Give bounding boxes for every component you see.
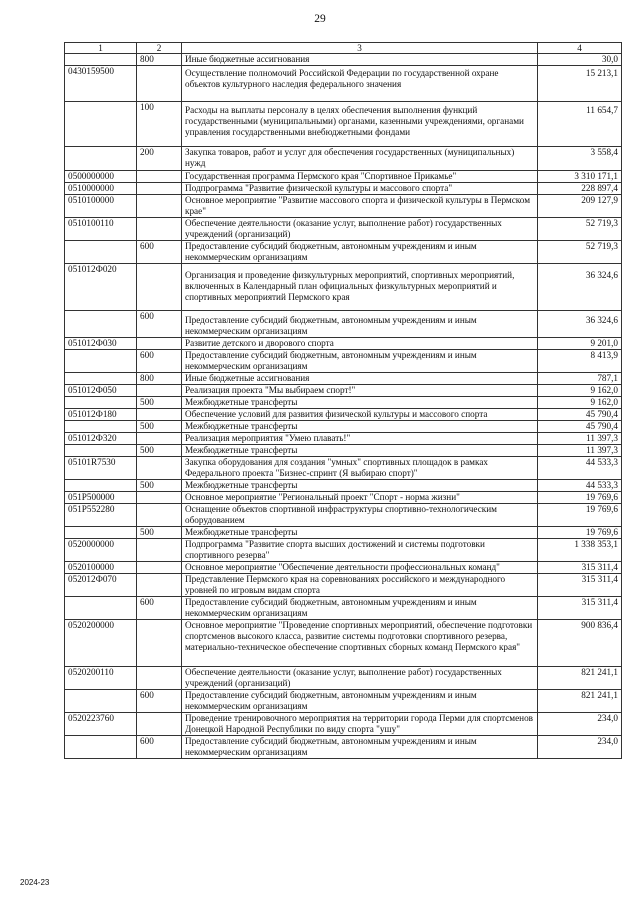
item-name-text: Предоставление субсидий бюджетным, автономным учреждениям и иным некоммерческим организациям (185, 241, 477, 262)
amount-text: 9 201,0 (590, 338, 618, 348)
amount-cell (538, 620, 622, 667)
expense-type-text: 500 (140, 421, 154, 431)
budget-code-cell (65, 171, 137, 183)
item-name-cell (182, 102, 538, 147)
item-name-cell (182, 620, 538, 667)
table-row (65, 338, 622, 350)
amount-cell (538, 539, 622, 562)
amount-text: 36 324,6 (585, 270, 618, 280)
item-name-cell (182, 171, 538, 183)
amount-cell (538, 527, 622, 539)
amount-cell (538, 562, 622, 574)
budget-code-text: 051012Ф180 (68, 409, 117, 419)
item-name-text: Основное мероприятие "Региональный проект "Спорт - норма жизни" (185, 492, 460, 502)
table-row (65, 457, 622, 480)
table-row (65, 311, 622, 338)
amount-text: 315 311,4 (581, 597, 618, 607)
expense-type-text: 500 (140, 527, 154, 537)
item-name-cell (182, 218, 538, 241)
item-name-cell (182, 338, 538, 350)
table-row (65, 218, 622, 241)
amount-text: 8 413,9 (590, 350, 618, 360)
amount-cell (538, 409, 622, 421)
budget-code-text: 0430159500 (68, 66, 114, 76)
document-code: 2024-23 (20, 878, 50, 887)
budget-code-text: 0510100000 (68, 195, 114, 205)
expense-type-cell (137, 421, 182, 433)
table-row (65, 54, 622, 66)
table-row (65, 527, 622, 539)
expense-type-text: 500 (140, 480, 154, 490)
budget-code-cell (65, 102, 137, 147)
amount-cell (538, 195, 622, 218)
amount-text: 44 533,3 (585, 457, 618, 467)
item-name-text: Подпрограмма "Развитие физической культуры и массового спорта" (185, 183, 453, 193)
expense-type-cell (137, 102, 182, 147)
item-name-text: Межбюджетные трансферты (185, 421, 298, 431)
amount-cell (538, 241, 622, 264)
amount-text: 3 310 171,1 (574, 171, 618, 181)
amount-cell (538, 480, 622, 492)
item-name-text: Предоставление субсидий бюджетным, автономным учреждениям и иным некоммерческим организациям (185, 350, 477, 371)
budget-code-text: 0520223760 (68, 713, 114, 723)
item-name-text: Закупка товаров, работ и услуг для обеспечения государственных (муниципальных) нужд (185, 147, 515, 168)
budget-table (64, 42, 622, 759)
table-row (65, 66, 622, 102)
budget-code-text: 051P500000 (68, 492, 115, 502)
budget-code-text: 051P552280 (68, 504, 115, 514)
expense-type-cell (137, 409, 182, 421)
item-name-text: Осуществление полномочий Российской Федерации по государственной охране объектов культурного наследия федерального значения (185, 68, 499, 89)
budget-code-text: 051012Ф050 (68, 385, 117, 395)
budget-code-cell (65, 713, 137, 736)
amount-cell (538, 218, 622, 241)
table-row (65, 385, 622, 397)
item-name-text: Закупка оборудования для создания "умных" спортивных площадок в рамках Федерального проекта "Бизнес-спринт (Я выбираю спорт)" (185, 457, 488, 478)
expense-type-text: 800 (140, 54, 154, 64)
amount-text: 900 836,4 (581, 620, 618, 630)
item-name-text: Основное мероприятие "Проведение спортивных мероприятий, обеспечение подготовки спортсменов высокого класса, развитие системы подготовки спортивного резерва, материально-техническое обеспечение спортивных сборных команд Пермского края" (185, 620, 533, 652)
amount-text: 787,1 (597, 373, 618, 383)
budget-code-text: 05101R7530 (68, 457, 116, 467)
budget-code-cell (65, 54, 137, 66)
amount-text: 36 324,6 (585, 315, 618, 325)
table-row (65, 264, 622, 311)
item-name-text: Межбюджетные трансферты (185, 445, 298, 455)
item-name-text: Подпрограмма "Развитие спорта высших достижений и системы подготовки спортивного резерва" (185, 539, 485, 560)
budget-code-text: 0520200000 (68, 620, 114, 630)
amount-cell (538, 311, 622, 338)
expense-type-cell (137, 480, 182, 492)
amount-text: 19 769,6 (585, 504, 618, 514)
budget-code-cell (65, 195, 137, 218)
expense-type-text: 600 (140, 690, 154, 700)
table-row (65, 620, 622, 667)
budget-code-text: 0510100110 (68, 218, 114, 228)
expense-type-cell (137, 171, 182, 183)
item-name-text: Обеспечение деятельности (оказание услуг, выполнение работ) государственных учреждений (организаций) (185, 218, 502, 239)
amount-text: 3 558,4 (590, 147, 618, 157)
item-name-cell (182, 397, 538, 409)
budget-code-cell (65, 667, 137, 690)
table-row (65, 667, 622, 690)
amount-cell (538, 54, 622, 66)
budget-code-cell (65, 183, 137, 195)
expense-type-text: 100 (140, 102, 154, 112)
item-name-text: Оснащение объектов спортивной инфраструктуры спортивно-технологическим оборудованием (185, 504, 497, 525)
amount-text: 234,0 (597, 736, 618, 746)
budget-code-cell (65, 397, 137, 409)
expense-type-cell (137, 445, 182, 457)
expense-type-cell (137, 350, 182, 373)
table-row (65, 183, 622, 195)
item-name-cell (182, 457, 538, 480)
amount-text: 1 338 353,1 (574, 539, 618, 549)
budget-code-cell (65, 218, 137, 241)
expense-type-cell (137, 338, 182, 350)
amount-text: 315 311,4 (581, 574, 618, 584)
budget-code-text: 0520000000 (68, 539, 114, 549)
budget-code-cell (65, 385, 137, 397)
amount-cell (538, 338, 622, 350)
item-name-text: Межбюджетные трансферты (185, 480, 298, 490)
amount-text: 234,0 (597, 713, 618, 723)
amount-cell (538, 350, 622, 373)
column-header-2: 2 (137, 43, 182, 54)
budget-code-text: 0510000000 (68, 183, 114, 193)
budget-code-cell (65, 492, 137, 504)
item-name-text: Проведение тренировочного мероприятия на территории города Перми для спортсменов Донецкой Народной Республики по виду спорта "ушу" (185, 713, 534, 734)
expense-type-text: 600 (140, 597, 154, 607)
amount-text: 9 162,0 (590, 397, 618, 407)
table-row (65, 492, 622, 504)
budget-code-cell (65, 409, 137, 421)
expense-type-cell (137, 574, 182, 597)
table-row (65, 539, 622, 562)
table-row (65, 713, 622, 736)
budget-code-cell (65, 620, 137, 667)
expense-type-cell (137, 311, 182, 338)
amount-text: 19 769,6 (585, 527, 618, 537)
expense-type-cell (137, 195, 182, 218)
budget-code-cell (65, 421, 137, 433)
budget-code-cell (65, 373, 137, 385)
item-name-cell (182, 574, 538, 597)
expense-type-cell (137, 54, 182, 66)
budget-code-cell (65, 338, 137, 350)
item-name-text: Реализация проекта "Мы выбираем спорт!" (185, 385, 356, 395)
item-name-text: Представление Пермского края на соревнованиях российского и международного уровней по игровым видам спорта (185, 574, 506, 595)
item-name-cell (182, 373, 538, 385)
amount-cell (538, 713, 622, 736)
item-name-cell (182, 409, 538, 421)
budget-code-cell (65, 527, 137, 539)
budget-code-cell (65, 457, 137, 480)
budget-code-cell (65, 433, 137, 445)
expense-type-text: 600 (140, 736, 154, 746)
expense-type-cell (137, 433, 182, 445)
expense-type-cell (137, 183, 182, 195)
item-name-cell (182, 492, 538, 504)
table-header-row (65, 43, 622, 54)
expense-type-text: 600 (140, 350, 154, 360)
amount-cell (538, 147, 622, 171)
amount-text: 821 241,1 (581, 690, 618, 700)
item-name-text: Иные бюджетные ассигнования (185, 54, 310, 64)
amount-text: 52 719,3 (585, 218, 618, 228)
item-name-text: Предоставление субсидий бюджетным, автономным учреждениям и иным некоммерческим организациям (185, 597, 477, 618)
amount-cell (538, 183, 622, 195)
budget-code-cell (65, 311, 137, 338)
item-name-text: Межбюджетные трансферты (185, 397, 298, 407)
amount-cell (538, 597, 622, 620)
budget-code-cell (65, 574, 137, 597)
table-row (65, 195, 622, 218)
amount-text: 315 311,4 (581, 562, 618, 572)
expense-type-cell (137, 620, 182, 667)
amount-text: 11 654,7 (586, 105, 618, 115)
budget-code-cell (65, 504, 137, 527)
expense-type-cell (137, 385, 182, 397)
amount-cell (538, 667, 622, 690)
expense-type-cell (137, 218, 182, 241)
column-header-1: 1 (65, 43, 137, 54)
item-name-text: Развитие детского и дворового спорта (185, 338, 334, 348)
amount-cell (538, 397, 622, 409)
item-name-cell (182, 350, 538, 373)
item-name-text: Предоставление субсидий бюджетным, автономным учреждениям и иным некоммерческим организациям (185, 736, 477, 757)
table-row (65, 397, 622, 409)
item-name-cell (182, 736, 538, 759)
item-name-text: Предоставление субсидий бюджетным, автономным учреждениям и иным некоммерческим организациям (185, 315, 477, 336)
item-name-cell (182, 667, 538, 690)
expense-type-cell (137, 492, 182, 504)
budget-code-cell (65, 264, 137, 311)
item-name-text: Основное мероприятие "Развитие массового спорта и физической культуры в Пермском крае" (185, 195, 531, 216)
item-name-cell (182, 480, 538, 492)
item-name-cell (182, 195, 538, 218)
budget-code-text: 0520200110 (68, 667, 114, 677)
table-row (65, 504, 622, 527)
item-name-cell (182, 539, 538, 562)
item-name-text: Основное мероприятие "Обеспечение деятельности профессиональных команд" (185, 562, 500, 572)
amount-cell (538, 504, 622, 527)
amount-text: 11 397,3 (586, 445, 618, 455)
table-row (65, 350, 622, 373)
expense-type-cell (137, 736, 182, 759)
amount-cell (538, 433, 622, 445)
item-name-cell (182, 385, 538, 397)
expense-type-cell (137, 373, 182, 385)
expense-type-cell (137, 397, 182, 409)
budget-code-cell (65, 562, 137, 574)
table-row (65, 102, 622, 147)
budget-code-text: 051012Ф320 (68, 433, 117, 443)
item-name-cell (182, 527, 538, 539)
table-row (65, 736, 622, 759)
item-name-cell (182, 421, 538, 433)
expense-type-cell (137, 690, 182, 713)
amount-cell (538, 457, 622, 480)
amount-text: 44 533,3 (585, 480, 618, 490)
table-row (65, 433, 622, 445)
item-name-cell (182, 562, 538, 574)
budget-code-text: 051012Ф030 (68, 338, 117, 348)
item-name-cell (182, 713, 538, 736)
item-name-cell (182, 445, 538, 457)
item-name-cell (182, 433, 538, 445)
item-name-cell (182, 597, 538, 620)
amount-text: 19 769,6 (585, 492, 618, 502)
table-row (65, 373, 622, 385)
amount-text: 209 127,9 (581, 195, 618, 205)
table-row (65, 574, 622, 597)
expense-type-cell (137, 264, 182, 311)
expense-type-text: 500 (140, 397, 154, 407)
expense-type-text: 600 (140, 241, 154, 251)
item-name-text: Расходы на выплаты персоналу в целях обеспечения выполнения функций государственными (муниципальными) органами, казенными учреждениями, органами управления государственными внебюджетными фондами (185, 105, 524, 137)
item-name-text: Реализация мероприятия "Умею плавать!" (185, 433, 351, 443)
expense-type-cell (137, 713, 182, 736)
amount-cell (538, 445, 622, 457)
item-name-text: Межбюджетные трансферты (185, 527, 298, 537)
amount-cell (538, 690, 622, 713)
amount-cell (538, 264, 622, 311)
column-header-3: 3 (182, 43, 538, 54)
amount-text: 15 213,1 (585, 68, 618, 78)
amount-text: 45 790,4 (585, 421, 618, 431)
item-name-cell (182, 690, 538, 713)
item-name-cell (182, 504, 538, 527)
budget-code-cell (65, 480, 137, 492)
item-name-cell (182, 54, 538, 66)
expense-type-text: 600 (140, 311, 154, 321)
amount-cell (538, 102, 622, 147)
budget-code-cell (65, 445, 137, 457)
budget-code-text: 052012Ф070 (68, 574, 117, 584)
item-name-text: Предоставление субсидий бюджетным, автономным учреждениям и иным некоммерческим организациям (185, 690, 477, 711)
item-name-cell (182, 241, 538, 264)
expense-type-cell (137, 147, 182, 171)
amount-cell (538, 385, 622, 397)
page-number: 29 (314, 13, 326, 25)
table-row (65, 445, 622, 457)
expense-type-cell (137, 539, 182, 562)
expense-type-cell (137, 597, 182, 620)
item-name-text: Обеспечение деятельности (оказание услуг, выполнение работ) государственных учреждений (организаций) (185, 667, 502, 688)
expense-type-text: 200 (140, 147, 154, 157)
budget-code-cell (65, 690, 137, 713)
expense-type-cell (137, 527, 182, 539)
budget-code-cell (65, 66, 137, 102)
amount-text: 11 397,3 (586, 433, 618, 443)
budget-code-cell (65, 241, 137, 264)
amount-cell (538, 574, 622, 597)
item-name-cell (182, 311, 538, 338)
amount-text: 30,0 (601, 54, 618, 64)
amount-cell (538, 736, 622, 759)
budget-code-cell (65, 597, 137, 620)
amount-cell (538, 492, 622, 504)
table-row (65, 409, 622, 421)
table-row (65, 171, 622, 183)
expense-type-cell (137, 667, 182, 690)
expense-type-cell (137, 241, 182, 264)
amount-cell (538, 421, 622, 433)
amount-text: 9 162,0 (590, 385, 618, 395)
budget-code-cell (65, 539, 137, 562)
table-row (65, 147, 622, 171)
table-row (65, 690, 622, 713)
table-row (65, 597, 622, 620)
expense-type-cell (137, 562, 182, 574)
budget-code-text: 0500000000 (68, 171, 114, 181)
table-row (65, 480, 622, 492)
budget-code-cell (65, 147, 137, 171)
item-name-cell (182, 147, 538, 171)
expense-type-cell (137, 504, 182, 527)
amount-text: 45 790,4 (585, 409, 618, 419)
budget-code-cell (65, 736, 137, 759)
item-name-text: Обеспечение условий для развития физической культуры и массового спорта (185, 409, 488, 419)
item-name-cell (182, 66, 538, 102)
budget-code-text: 0520100000 (68, 562, 114, 572)
budget-code-text: 051012Ф020 (68, 264, 117, 274)
column-header-4: 4 (538, 43, 622, 54)
table-row (65, 241, 622, 264)
item-name-text: Организация и проведение физкультурных мероприятий, спортивных мероприятий, включенных в Календарный план официальных физкультурных мероприятий и спортивных мероприятий Пермского края (185, 270, 515, 302)
item-name-text: Иные бюджетные ассигнования (185, 373, 310, 383)
item-name-cell (182, 264, 538, 311)
amount-text: 228 897,4 (581, 183, 618, 193)
amount-text: 52 719,3 (585, 241, 618, 251)
table-row (65, 421, 622, 433)
amount-cell (538, 66, 622, 102)
expense-type-cell (137, 66, 182, 102)
item-name-text: Государственная программа Пермского края "Спортивное Прикамье" (185, 171, 457, 181)
expense-type-text: 800 (140, 373, 154, 383)
expense-type-text: 500 (140, 445, 154, 455)
item-name-cell (182, 183, 538, 195)
expense-type-cell (137, 457, 182, 480)
amount-cell (538, 373, 622, 385)
amount-text: 821 241,1 (581, 667, 618, 677)
budget-code-cell (65, 350, 137, 373)
table-row (65, 562, 622, 574)
amount-cell (538, 171, 622, 183)
